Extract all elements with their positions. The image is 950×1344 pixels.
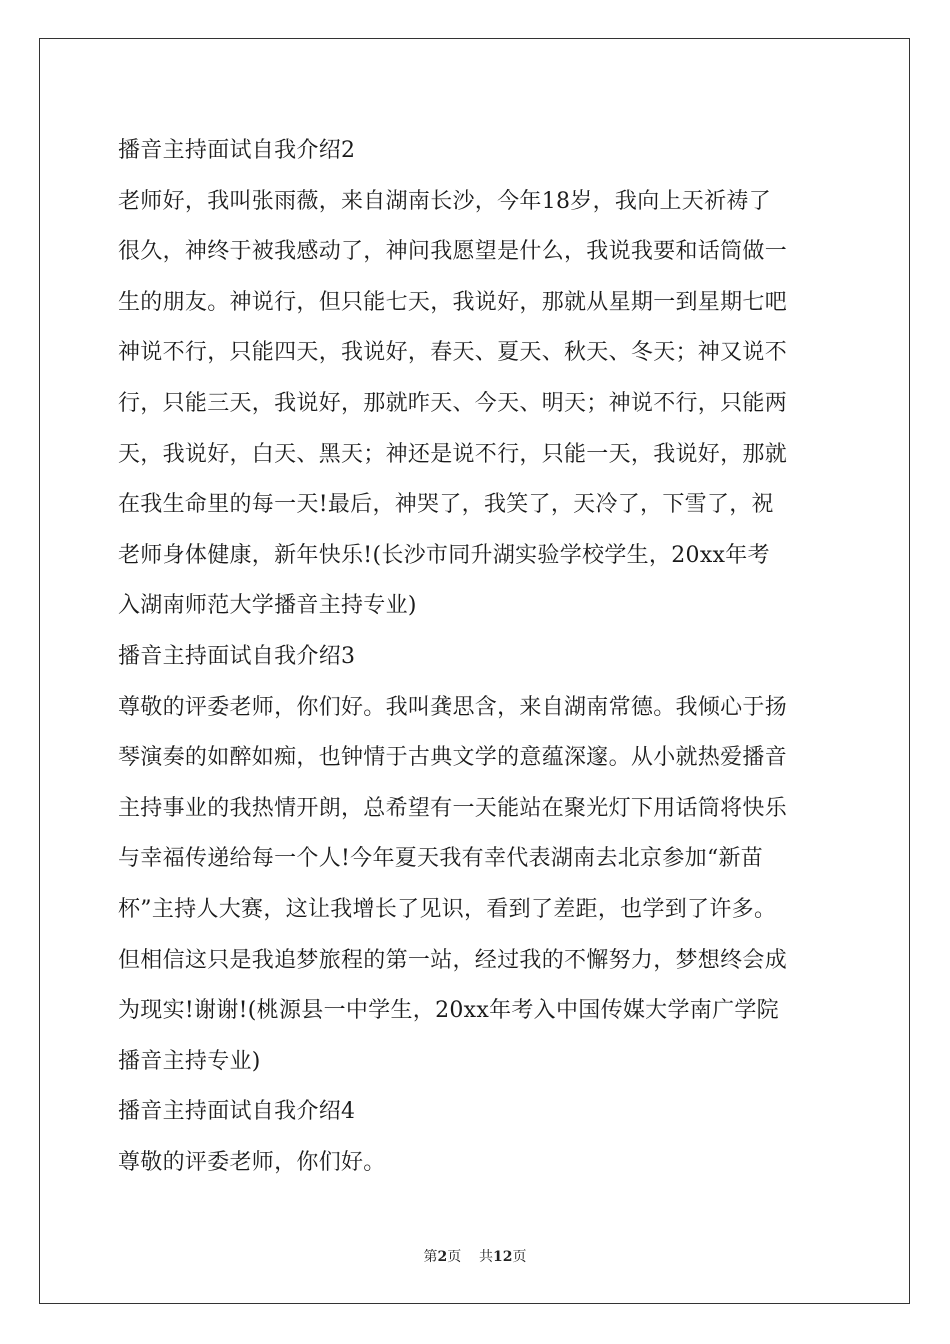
paragraph-line: 入湖南师范大学播音主持专业) — [118, 593, 417, 619]
paragraph-line: 在我生命里的每一天!最后，神哭了，我笑了，天冷了，下雪了，祝 — [118, 492, 774, 518]
paragraph-line: 尊敬的评委老师，你们好。 — [118, 1149, 386, 1175]
heading-intro-4: 播音主持面试自我介绍4 — [118, 1099, 356, 1125]
paragraph-line: 老师身体健康，新年快乐!(长沙市同升湖实验学校学生，20xx年考 — [118, 542, 770, 568]
paragraph-line: 很久，神终于被我感动了，神问我愿望是什么，我说我要和话筒做一 — [118, 239, 788, 265]
paragraph-line: 杯”主持人大赛，这让我增长了见识，看到了差距，也学到了许多。 — [118, 896, 777, 922]
page-prefix: 第 — [423, 1249, 438, 1265]
heading-intro-2: 播音主持面试自我介绍2 — [118, 138, 356, 163]
paragraph-line: 与幸福传递给每一个人!今年夏天我有幸代表湖南去北京参加“新苗 — [118, 846, 764, 872]
paragraph-line: 天，我说好，白天、黑天；神还是说不行，只能一天，我说好，那就 — [118, 441, 788, 467]
paragraph-line: 播音主持专业) — [118, 1048, 261, 1074]
total-prefix: 共 — [479, 1249, 494, 1265]
page-current: 2 — [437, 1249, 448, 1265]
document-body — [118, 126, 834, 1188]
paragraph-line: 但相信这只是我追梦旅程的第一站，经过我的不懈努力，梦想终会成 — [118, 947, 788, 973]
paragraph-line: 神说不行，只能四天，我说好，春天、夏天、秋天、冬天；神又说不 — [118, 340, 788, 366]
paragraph-line: 行，只能三天，我说好，那就昨天、今天、明天；神说不行，只能两 — [118, 390, 788, 416]
page-total: 12 — [493, 1249, 513, 1265]
page-suffix: 页 — [447, 1249, 462, 1265]
paragraph-line: 老师好，我叫张雨薇，来自湖南长沙，今年18岁，我向上天祈祷了 — [118, 188, 771, 214]
paragraph-line: 为现实!谢谢!(桃源县一中学生，20xx年考入中国传媒大学南广学院 — [118, 998, 779, 1024]
page-footer — [0, 1246, 950, 1266]
heading-intro-3: 播音主持面试自我介绍3 — [118, 643, 356, 669]
paragraph-line: 主持事业的我热情开朗，总希望有一天能站在聚光灯下用话筒将快乐 — [118, 795, 788, 821]
total-suffix: 页 — [512, 1249, 527, 1265]
paragraph-line: 生的朋友。神说行，但只能七天，我说好，那就从星期一到星期七吧 — [118, 289, 788, 315]
paragraph-line: 尊敬的评委老师，你们好。我叫龚思含，来自湖南常德。我倾心于扬 — [118, 694, 788, 720]
paragraph-line: 琴演奏的如醉如痴，也钟情于古典文学的意蕴深邃。从小就热爱播音 — [118, 745, 788, 771]
